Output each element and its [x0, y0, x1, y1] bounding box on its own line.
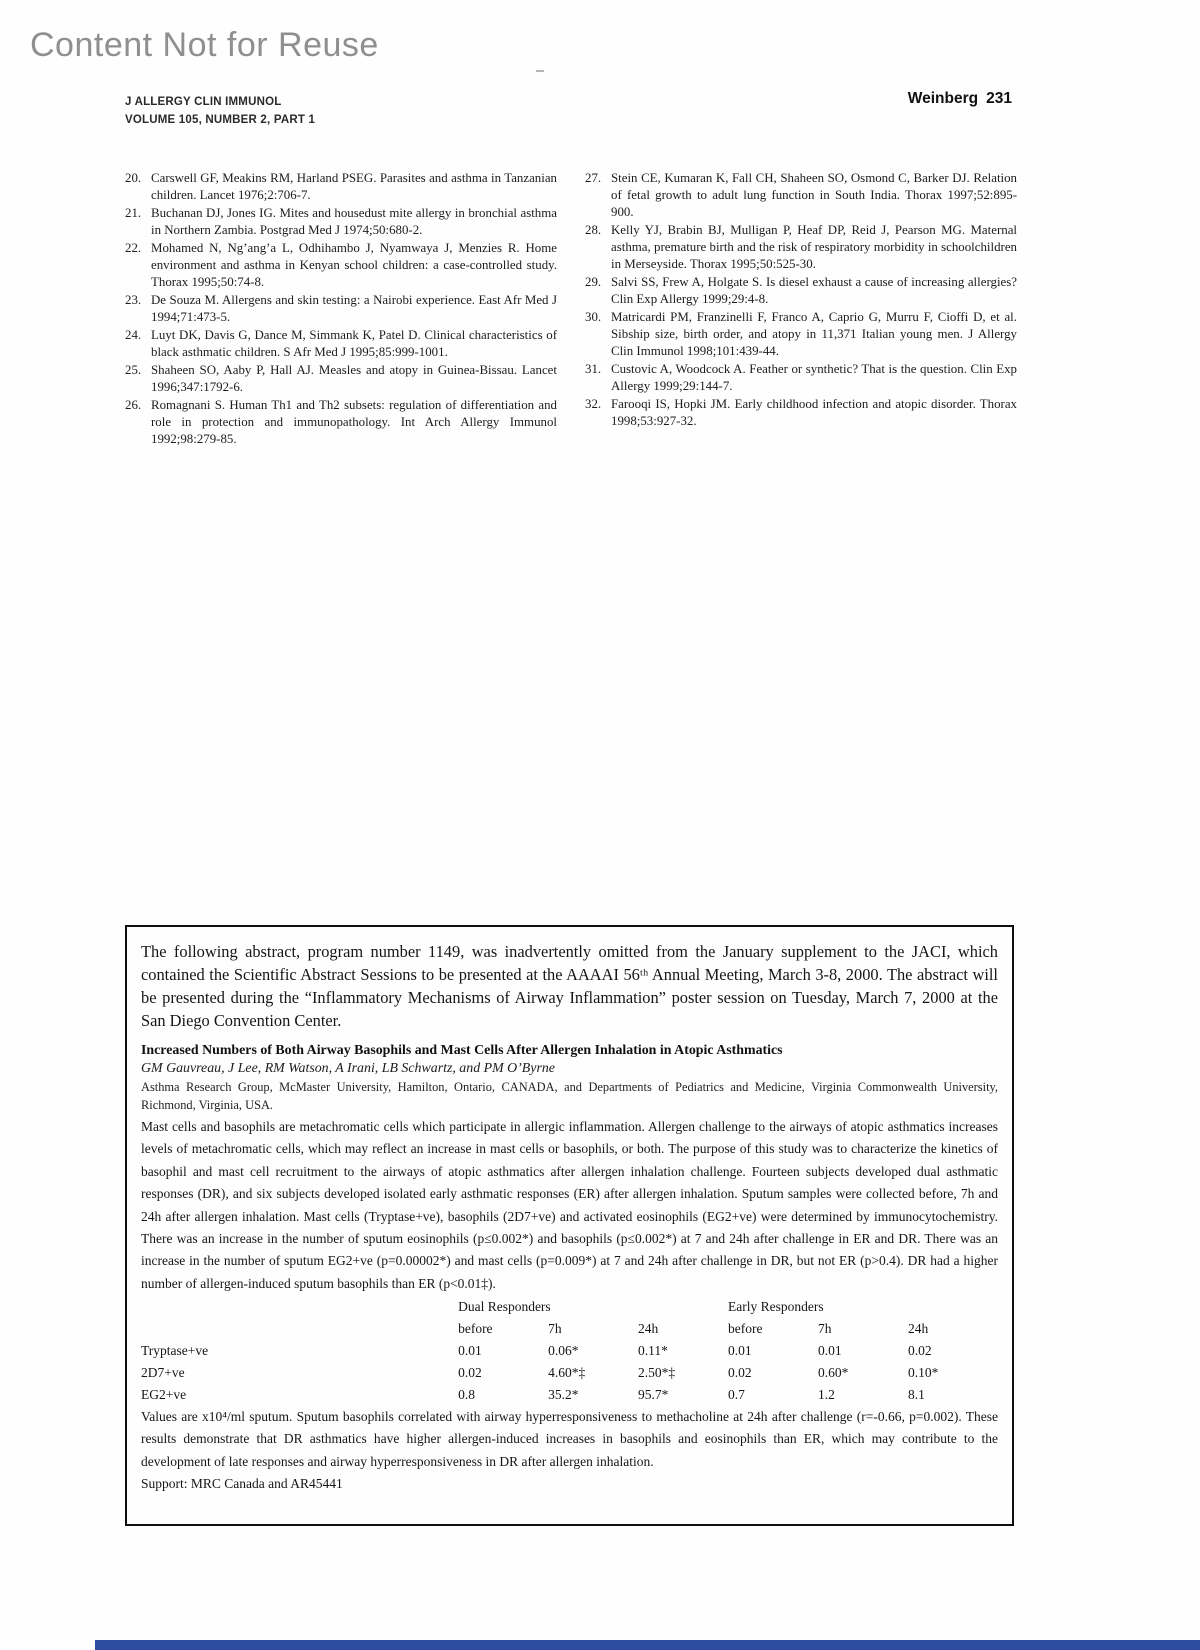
table-cell: 0.7	[728, 1387, 745, 1403]
table-row	[141, 1384, 998, 1406]
reference-text: Buchanan DJ, Jones IG. Mites and housedust mite allergy in bronchial asthma in Northern Zambia. Postgrad Med J 1974;50:680-2.	[151, 206, 557, 238]
running-head	[908, 90, 1012, 108]
group-header-early-responders: Early Responders	[728, 1299, 824, 1315]
reference-item	[585, 309, 1017, 360]
reference-item	[585, 170, 1017, 221]
reference-number: 21.	[125, 206, 142, 221]
reference-number: 26.	[125, 398, 142, 413]
reference-number: 32.	[585, 397, 602, 412]
table-row	[141, 1362, 998, 1384]
reference-number: 22.	[125, 241, 142, 256]
editorial-notice: The following abstract, program number 1149, was inadvertently omitted from the January supplement to the JACI, which contained the Scientific Abstract Sessions to be presented at the AAAAI 56ᵗʰ Annual Meeting, March 3-8, 2000. The abstract will be presented during the “Inflammatory Mechanisms of Airway Inflammation” poster session on Tuesday, March 7, 2000 at the San Diego Convention Center.	[141, 942, 998, 1030]
reference-item	[125, 292, 557, 326]
reference-text: Stein CE, Kumaran K, Fall CH, Shaheen SO, Osmond C, Barker DJ. Relation of fetal growth to adult lung function in South India. Thorax 1997;52:895-900.	[611, 171, 1017, 220]
table-cell: 0.60*	[818, 1365, 849, 1381]
abstract-affiliation: Asthma Research Group, McMaster University, Hamilton, Ontario, CANADA, and Departments of Pediatrics and Medicine, Virginia Commonwealth University, Richmond, Virginia, USA.	[141, 1080, 998, 1112]
page-number: 231	[986, 90, 1012, 107]
table-cell: 35.2*	[548, 1387, 579, 1403]
table-cell: 0.8	[458, 1387, 475, 1403]
bottom-blue-bar	[95, 1640, 1200, 1650]
reference-item	[125, 240, 557, 291]
journal-name: J ALLERGY CLIN IMMUNOL	[125, 96, 282, 108]
reference-item	[125, 170, 557, 204]
table-cell: 0.01	[818, 1343, 842, 1359]
reference-item	[125, 397, 557, 448]
table-footnote: Values are x10⁴/ml sputum. Sputum basophils correlated with airway hyperresponsiveness to methacholine at 24h after challenge (r=-0.66, p=0.002). These results demonstrate that DR asthmatics have higher allergen-induced increases in basophils and eosinophils than ER, which may contribute to the development of late responses and airway hyperresponsiveness in DR after allergen inhalation.	[141, 1409, 998, 1469]
reference-text: Salvi SS, Frew A, Holgate S. Is diesel exhaust a cause of increasing allergies? Clin Exp Allergy 1999;29:4-8.	[611, 275, 1017, 307]
reference-text: Carswell GF, Meakins RM, Harland PSEG. Parasites and asthma in Tanzanian children. Lancet 1976;2:706-7.	[151, 171, 557, 203]
abstract-authors: GM Gauvreau, J Lee, RM Watson, A Irani, LB Schwartz, and PM O’Byrne	[141, 1061, 555, 1076]
abstract-title: Increased Numbers of Both Airway Basophils and Mast Cells After Allergen Inhalation in Atopic Asthmatics	[141, 1043, 783, 1058]
table-cell: 1.2	[818, 1387, 835, 1403]
reference-text: Romagnani S. Human Th1 and Th2 subsets: regulation of differentiation and role in protection and immunopathology. Int Arch Allergy Immunol 1992;98:279-85.	[151, 398, 557, 447]
reference-text: Mohamed N, Ng’ang’a L, Odhihambo J, Nyamwaya J, Menzies R. Home environment and asthma in Kenyan school children: a case-controlled study. Thorax 1995;50:74-8.	[151, 241, 557, 290]
reference-text: Shaheen SO, Aaby P, Hall AJ. Measles and atopy in Guinea-Bissau. Lancet 1996;347:1792-6.	[151, 363, 557, 395]
reference-number: 31.	[585, 362, 602, 377]
reference-text: Matricardi PM, Franzinelli F, Franco A, Caprio G, Murru F, Cioffi D, et al. Sibship size, birth order, and atopy in 11,371 Italian young men. J Allergy Clin Immunol 1998;101:439-44.	[611, 310, 1017, 359]
reference-item	[125, 362, 557, 396]
table-subheader-row	[141, 1318, 998, 1340]
table-cell: 0.01	[458, 1343, 482, 1359]
table-row	[141, 1340, 998, 1362]
column-header: before	[458, 1321, 493, 1337]
reference-number: 20.	[125, 171, 142, 185]
reference-number: 24.	[125, 328, 142, 343]
running-head-author: Weinberg	[907, 90, 979, 107]
reference-number: 23.	[125, 293, 142, 308]
table-cell: 0.02	[728, 1365, 752, 1381]
table-cell: 0.06*	[548, 1343, 579, 1359]
column-header: 7h	[818, 1321, 832, 1337]
reference-text: Custovic A, Woodcock A. Feather or synthetic? That is the question. Clin Exp Allergy 1999;29:144-7.	[611, 362, 1017, 394]
table-group-header-row	[141, 1296, 998, 1318]
journal-identifier	[125, 94, 315, 130]
reference-item	[585, 361, 1017, 395]
reference-item	[125, 205, 557, 239]
scan-artifact-dash	[536, 70, 544, 72]
table-cell: 0.02	[458, 1365, 482, 1381]
journal-volume: VOLUME 105, NUMBER 2, PART 1	[125, 113, 316, 126]
references-column-right	[585, 170, 1017, 431]
column-header: 24h	[908, 1321, 929, 1337]
column-header: 24h	[638, 1321, 659, 1337]
table-cell: 0.02	[908, 1343, 932, 1359]
group-header-dual-responders: Dual Responders	[458, 1299, 551, 1315]
reference-item	[585, 274, 1017, 308]
row-label: EG2+ve	[141, 1387, 187, 1403]
abstract-body: Mast cells and basophils are metachromatic cells which participate in allergic inflammation. Allergen challenge to the airways of atopic asthmatics increases levels of metachromatic cells, which may reflect an increase in mast cells or basophils, or both. The purpose of this study was to characterize the kinetics of basophil and mast cell recruitment to the airways of atopic asthmatics after allergen inhalation challenge. Fourteen subjects developed dual asthmatic responses (DR), and six subjects developed isolated early asthmatic responses (ER) after allergen inhalation. Sputum samples were collected before, 7h and 24h after allergen inhalation. Mast cells (Tryptase+ve), basophils (2D7+ve) and activated eosinophils (EG2+ve) were determined by immunocytochemistry. There was an increase in the number of sputum eosinophils (p≤0.002*) and basophils (p≤0.002*) at 7 and 24h after challenge in ER and DR. There was an increase in the number of sputum EG2+ve (p=0.00002*) and mast cells (p=0.009*) at 7 and 24h after challenge in DR, but not ER (p>0.4). DR had a higher number of allergen-induced sputum basophils than ER (p<0.01‡).	[141, 1119, 998, 1291]
reference-text: De Souza M. Allergens and skin testing: a Nairobi experience. East Afr Med J 1994;71:473-5.	[151, 293, 557, 325]
watermark-text: Content Not for Reuse	[30, 26, 379, 64]
table-cell: 0.11*	[638, 1343, 668, 1359]
table-cell: 8.1	[908, 1387, 925, 1403]
table-corner-cell	[141, 1318, 458, 1340]
reference-item	[585, 396, 1017, 430]
reference-number: 30.	[585, 310, 602, 325]
sputum-results-table	[141, 1296, 998, 1406]
table-cell: 95.7*	[638, 1387, 669, 1403]
table-cell: 2.50*‡	[638, 1365, 676, 1381]
table-cell: 0.01	[728, 1343, 752, 1359]
reference-text: Farooqi IS, Hopki JM. Early childhood infection and atopic disorder. Thorax 1998;53:927-32.	[611, 397, 1017, 429]
reference-text: Luyt DK, Davis G, Dance M, Simmank K, Patel D. Clinical characteristics of black asthmatic children. S Afr Med J 1995;85:999-1001.	[151, 328, 557, 360]
table-cell: 4.60*‡	[548, 1365, 586, 1381]
reference-number: 28.	[585, 223, 602, 238]
row-label: 2D7+ve	[141, 1365, 185, 1381]
reference-item	[125, 327, 557, 361]
column-header: before	[728, 1321, 763, 1337]
row-label: Tryptase+ve	[141, 1343, 209, 1359]
table-corner-cell	[141, 1296, 458, 1318]
reference-number: 27.	[585, 171, 602, 185]
reference-number: 29.	[585, 275, 602, 290]
table-cell: 0.10*	[908, 1365, 939, 1381]
column-header: 7h	[548, 1321, 562, 1337]
reference-text: Kelly YJ, Brabin BJ, Mulligan P, Heaf DP, Reid J, Pearson MG. Maternal asthma, premature birth and the risk of respiratory morbidity in schoolchildren in Merseyside. Thorax 1995;50:525-30.	[611, 223, 1017, 272]
reference-item	[585, 222, 1017, 273]
omitted-abstract-box	[125, 925, 1014, 1526]
reference-number: 25.	[125, 363, 142, 378]
support-line: Support: MRC Canada and AR45441	[141, 1475, 343, 1491]
references-column-left	[125, 170, 557, 450]
